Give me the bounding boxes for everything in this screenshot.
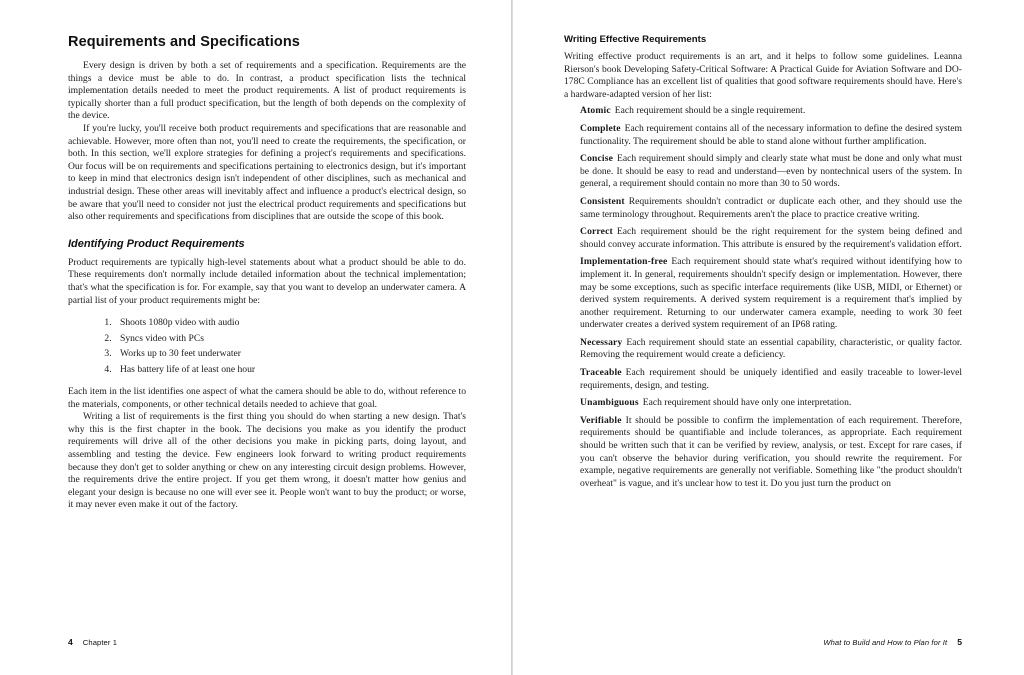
list-item: 3. Works up to 30 feet underwater (114, 347, 466, 362)
term-description: Each requirement should be a single requirement. (614, 105, 806, 117)
term-label: Traceable (580, 367, 622, 379)
list-item (580, 196, 962, 221)
page-number: 4 (68, 637, 73, 647)
list-item (580, 337, 962, 362)
paragraph: Every design is driven by both a set of requirements and a specification. Requirements are the things a device must be able to do. In contrast, a product specification lists the technical implementation details needed to meet the product requirements. A list of product requirements is typically shorter than a full product specification, but the length of both depends on the complexity of the device. (68, 60, 466, 122)
paragraph: Writing a list of requirements is the first thing you should do when starting a new design. That's why this is the first chapter in the book. The decisions you make as you identify the product requirements will drive all of the other decisions you make in picking parts, doing layout, and assembling and testing the device. Few engineers look forward to writing product requirements because they don't get to solder anything or chew on any interesting circuit design problems. However, the requirements drive the entire project. If you get them wrong, it doesn't matter how genius and elegant your design is because no one will ever see it. People won't want to buy the product; or worse, it may never even make it out of the factory. (68, 411, 466, 511)
page-number: 5 (957, 637, 962, 647)
term-label: Consistent (580, 195, 625, 207)
list-item (580, 415, 962, 491)
term-label: Concise (580, 153, 614, 165)
qualities-definition-list (564, 105, 962, 490)
right-page-footer (823, 637, 962, 647)
page-title: Requirements and Specifications (68, 34, 300, 50)
list-item: 4. Has battery life of at least one hour (114, 363, 466, 378)
term-description: Each requirement should state an essential capability, characteristic, or quality factor. Removing the requirement would create a deficiency. (580, 336, 962, 361)
term-label: Complete (580, 122, 621, 134)
term-description: Requirements shouldn't contradict or duplicate each other, and they should use the same terminology throughout. Requirements aren't the place to practice creative writing. (580, 195, 962, 220)
term-label: Atomic (580, 105, 611, 117)
list-item (580, 226, 962, 251)
list-item (580, 397, 962, 410)
paragraph: Product requirements are typically high-level statements about what a product should be able to do. These requirements don't normally include detailed information about the technical implementation; that's what the specification is for. For example, say that you want to develop an underwater camera. A partial list of your product requirements might be: (68, 256, 466, 306)
term-description: Each requirement should be uniquely identified and easily traceable to lower-level requirements, design, and testing. (580, 367, 962, 391)
subsection-title: Identifying Product Requirements (68, 237, 245, 250)
term-description: Each requirement contains all of the necessary information to define the desired system functionality. The requirement should be able to stand alone without further amplification. (580, 122, 962, 147)
list-item: 2. Syncs video with PCs (114, 332, 466, 347)
list-item: 1. Shoots 1080p video with audio (114, 316, 466, 331)
section-title: Writing Effective Requirements (564, 34, 707, 45)
list-item (580, 153, 962, 191)
list-item (580, 256, 962, 332)
term-description: It should be possible to confirm the implementation of each requirement. Therefore, requirements should be quantifiable and include tolerances, as appropriate. Each requirement should be written such that it can be verified by review, analysis, or test. Except for rare cases, if you can't observe the behavior during verification, you should rewrite the requirement. For example, negative requirements are generally not verifiable. Something like "the product shouldn't overheat" is vague, and it's unclear how to test it. Do you just turn the product on (580, 414, 962, 489)
term-label: Unambiguous (580, 397, 639, 409)
term-description: Each requirement should state what's required without identifying how to implement it. In general, requirements shouldn't specify design or implementation. However, there may be some exceptions, such as specific interface requirements (like USB, MIDI, or Ethernet) or derived system requirements. A derived system requirement is a requirement that's implied by another requirement. Returning to our underwater camera example, needing to work 30 feet underwater creates a derived system requirement of an IP68 rating. (580, 256, 962, 331)
running-head-label: Chapter 1 (82, 638, 118, 647)
paragraph: Writing effective product requirements is an art, and it helps to follow some guidelines. Leanna Rierson's book Developing Safety-Critical Software: A Practical Guide for Aviation Software and DO-178C Compliance has an excellent list of qualities that good software requirements should have. Here's a hardware-adapted version of her list: (564, 51, 962, 100)
list-item (580, 105, 962, 118)
term-label: Correct (580, 226, 613, 238)
term-label: Necessary (580, 336, 623, 348)
right-page (512, 0, 1024, 675)
paragraph: If you're lucky, you'll receive both product requirements and specifications that are reasonable and achievable. However, more often than not, you'll need to create the requirements, the specification, or both. In this section, we'll explore strategies for defining a project's requirements and specifications. Our focus will be on requirements and specifications pertaining to electronics design, but it's important to keep in mind that electronics design isn't independent of other disciplines, such as mechanical and industrial design. These other areas will inevitably affect and influence a product's electrical design, so be aware that you'll need to consider not just the electrical product requirements and specifications but also other requirements and specifications from disciplines that are outside the scope of this book. (68, 122, 466, 223)
left-page-footer (68, 637, 117, 647)
list-item (580, 123, 962, 148)
term-description: Each requirement should simply and clearly state what must be done and only what must be done. It should be easy to read and understand—even by nontechnical users of the system. In general, a requirement should contain no more than 30 to 50 words. (580, 153, 962, 190)
term-label: Implementation-free (580, 256, 668, 268)
running-head-label: What to Build and How to Plan for It (823, 638, 948, 647)
paragraph: Each item in the list identifies one aspect of what the camera should be able to do, without reference to the materials, components, or other technical details needed to achieve that goal. (68, 386, 466, 410)
list-item (580, 367, 962, 392)
requirements-list (68, 316, 466, 377)
term-label: Verifiable (580, 414, 622, 426)
term-description: Each requirement should be the right requirement for the system being defined and should convey accurate information. This attribute is ensured by the requirement's validation effort. (580, 226, 962, 250)
term-description: Each requirement should have only one interpretation. (642, 397, 852, 409)
